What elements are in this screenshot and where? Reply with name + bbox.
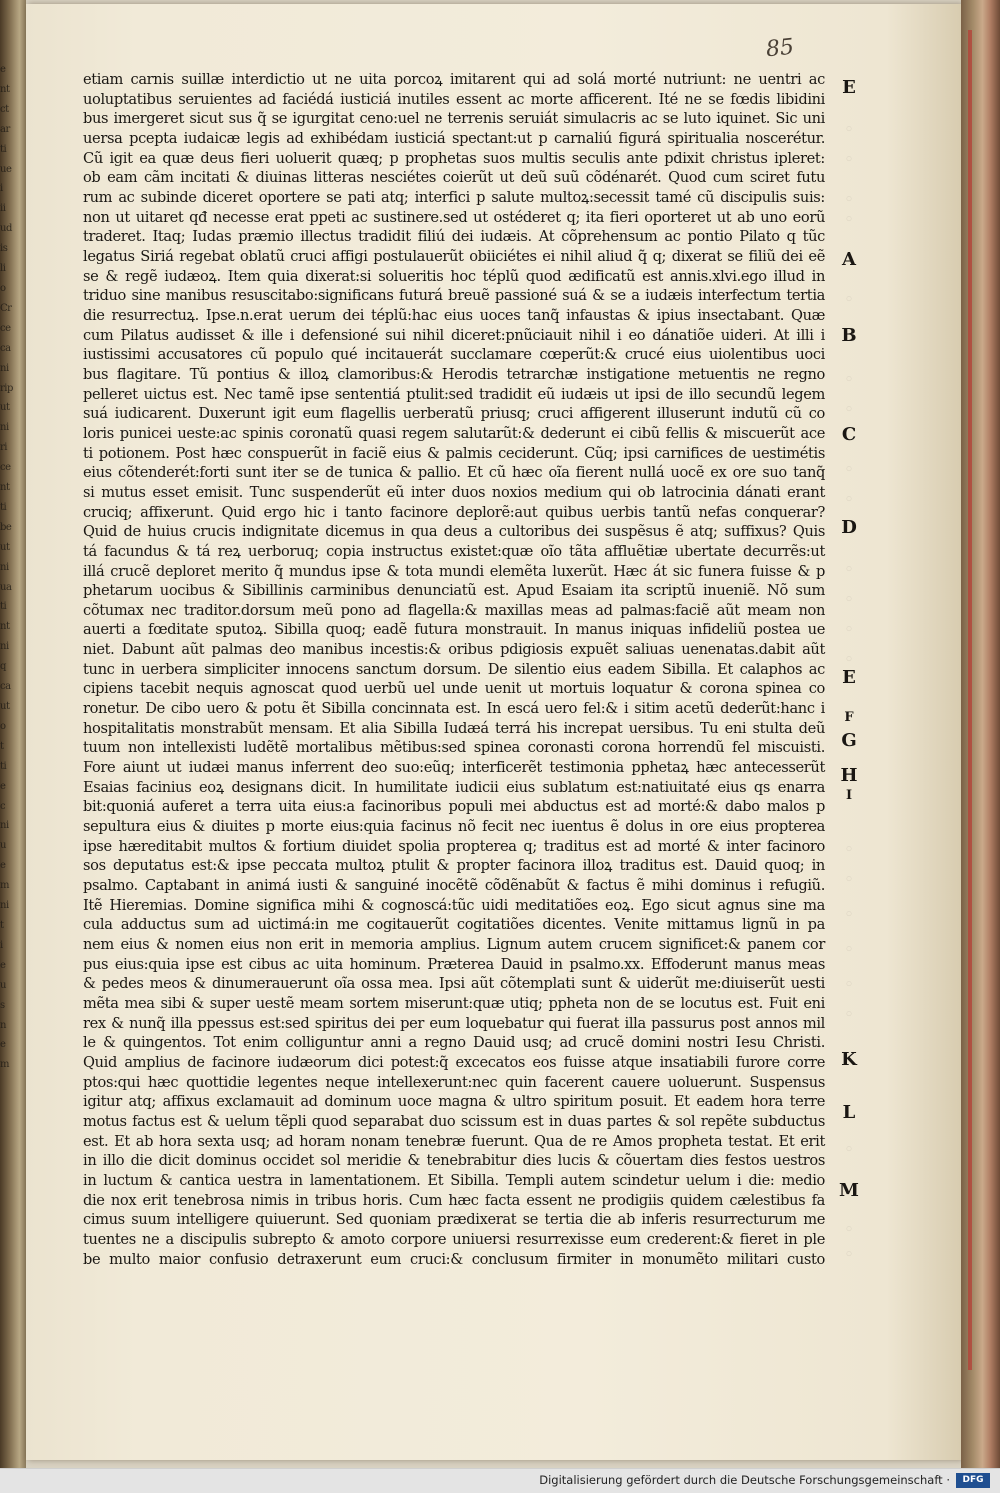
show-through-mark: ◦ xyxy=(843,460,855,480)
text-line: Esaias facinius eoꝝ designans dicit. In humilitate iudicii eius sublatum est:natiuitaté eius qs enarra xyxy=(83,778,825,796)
show-through-mark: ◦ xyxy=(843,400,855,420)
text-line: phetarum uocibus & Sibillinis carminibus denunciatũ est. Apud Esaiam ita scriptũ inueniẽ. Nõ sum xyxy=(83,582,825,600)
text-line: legatus Siriá regebat oblatũ cruci affigi postulauerũt obiiciétes ei nihil aliud q̃ q; dixerat se filiũ dei eẽ xyxy=(83,247,825,265)
previous-page-fragment: t xyxy=(0,740,4,752)
margin-letter: E xyxy=(842,77,856,98)
text-line: bus flagitare. Tũ pontius & illoꝝ clamoribus:& Herodis tetrarchæ instigatione metuentis ne regno xyxy=(83,365,825,383)
previous-page-fragment: ut xyxy=(0,402,10,414)
text-line: rex & nunq̃ illa ppessus est:sed spiritus dei per eum loquebatur qui fuerat illa passurus post annos mil xyxy=(83,1014,825,1032)
previous-page-fragment: ct xyxy=(0,103,9,115)
previous-page-fragment: ut xyxy=(0,541,10,553)
text-line: se & regẽ iudæoꝝ. Item quia dixerat:si solueritis hoc téplũ quod ædificatũ est annis.xlvi.ego illud in xyxy=(83,267,825,285)
text-line: bus imergeret sicut sus q̃ se igurgitat ceno:uel ne terrenis seruiát simulacris ac se luto iquinet. Sic uni xyxy=(83,110,825,128)
text-line: si mutus esset emisit. Tunc suspenderũt eũ inter duos noxios medium qui ob latrocinia dánati erant xyxy=(83,483,825,501)
previous-page-fragment: ue xyxy=(0,163,12,175)
text-line: in illo die dicit dominus occidet sol meridie & tenebrabitur dies lucis & cõuertam dies festos uestros xyxy=(83,1152,825,1170)
show-through-mark: ◦ xyxy=(843,560,855,580)
text-line: Quid amplius de facinore iudæorum dici potest:q̃ excecatos eos fuisse atque insatiabili furore corre xyxy=(83,1054,825,1071)
text-line: uoluptatibus seruientes ad faciédá iusticiá inutiles essent ac morte afficerent. Ité ne se fœdis libidini xyxy=(83,90,825,108)
margin-letter: D xyxy=(841,517,857,538)
previous-page-fragment: ce xyxy=(0,462,11,474)
previous-page-fragment: ii xyxy=(0,203,6,215)
previous-page-fragment: li xyxy=(0,263,6,275)
previous-page-fragment: is xyxy=(0,243,8,255)
text-line: motus factus est & uelum tẽpli quod separabat duo scissum est in duas partes & sol repẽte subductus xyxy=(83,1112,825,1130)
text-line: tuum non intellexisti ludẽtẽ mortalibus mẽtibus:sed spinea coronasti corona horrendũ fel miscuisti. xyxy=(83,739,825,757)
text-line: cum Pilatus audisset & ille i defensioné sui nihil diceret:pnũciauit nihil i eo dánatiõe uideri. At illi i xyxy=(83,326,825,344)
folio-number: 85 xyxy=(764,34,796,63)
margin-letter: F xyxy=(844,710,854,725)
margin-letter: C xyxy=(841,424,857,445)
previous-page-fragment: ni xyxy=(0,900,9,912)
text-line: est. Et ab hora sexta usq; ad horam nonam tenebræ fuerunt. Qua de re Amos propheta testat. Et erit xyxy=(83,1132,825,1150)
show-through-mark: ◦ xyxy=(843,620,855,640)
text-line: sos deputatus est:& ipse peccata multoꝝ ptulit & propter facinora illoꝝ traditus est. Dauid quoq; in xyxy=(83,857,825,875)
previous-page-fragment: nt xyxy=(0,83,10,95)
previous-page-fragment: Cr xyxy=(0,302,12,314)
previous-page-fragment: ri xyxy=(0,442,7,454)
previous-page-fragment: ua xyxy=(0,581,12,593)
previous-page-fragment: ni xyxy=(0,641,9,653)
text-line: auerti a fœditate sputoꝝ. Sibilla quoq; eadẽ futura monstrauit. In manus iniquas infideliũ postea ue xyxy=(83,621,825,639)
previous-page-fragment: e xyxy=(0,1039,6,1051)
dfg-logo: DFG xyxy=(956,1473,990,1488)
show-through-mark: ◦ xyxy=(843,905,855,925)
text-line: die resurrectuꝝ. Ipse.n.erat uerum dei téplũ:hac eius uoces tanq̃ infaustas & ipius insectabant. Quæ xyxy=(83,306,825,324)
previous-page-fragment: o xyxy=(0,282,6,294)
text-line: ob eam cãm incitati & diuinas litteras nesciétes coierũt ut deũ suũ cõdénarét. Quod cum sciret futu xyxy=(83,169,825,187)
previous-page-text-fragments xyxy=(0,60,22,1071)
show-through-mark: ◦ xyxy=(843,210,855,230)
text-line: le & quingentos. Tot enim colliguntur anni a regno Dauid usq; ad crucẽ domini nostri Iesu Christi. xyxy=(83,1034,825,1052)
show-through-mark: ◦ xyxy=(843,650,855,670)
margin-letter: H xyxy=(840,765,858,786)
text-line: psalmo. Captabant in animá iusti & sanguiné inocẽtẽ cõdẽnabũt & factus ẽ mihi dominus i refugiũ. xyxy=(83,877,825,895)
show-through-mark: ◦ xyxy=(843,940,855,960)
previous-page-fragment: ar xyxy=(0,123,10,135)
text-line: triduo sine manibus resuscitabo:significans futurá breuẽ passioné suá & se a iudæis interfectum tertia xyxy=(83,287,825,305)
previous-page-fragment: i xyxy=(0,939,3,951)
text-line: Cũ igit ea quæ deus fieri uoluerit quæq; p prophetas suos multis seculis ante pdixit christus ipleret: xyxy=(83,149,825,167)
previous-page-fragment: ni xyxy=(0,422,9,434)
show-through-mark: ◦ xyxy=(843,490,855,510)
previous-page-fragment: nt xyxy=(0,482,10,494)
show-through-mark: ◦ xyxy=(843,590,855,610)
text-line: cõtumax nec traditor.dorsum meũ pono ad flagella:& maxillas meas ad palmas:faciẽ aũt meam non xyxy=(83,601,825,619)
text-line: mẽta mea sibi & super uestẽ meam sortem miserunt:quæ utiq; ppheta non de se locutus est. Fuit eni xyxy=(83,995,825,1013)
previous-page-fragment: e xyxy=(0,780,6,792)
show-through-mark: ◦ xyxy=(843,1245,855,1265)
text-line: uersa pcepta iudaicæ legis ad exhibédam iusticiá spectant:ut p carnaliú figurá spiritualia noscerétur. xyxy=(83,129,825,147)
previous-page-fragment: n xyxy=(0,1019,6,1031)
previous-page-fragment: ni xyxy=(0,362,9,374)
show-through-mark: ◦ xyxy=(843,1140,855,1160)
show-through-mark: ◦ xyxy=(843,870,855,890)
text-line: sepultura eius & diuites p morte eius:quia facinus nõ fecit nec iuentus ẽ dolus in ore eius propterea xyxy=(83,818,825,836)
text-line: tuentes ne a discipulis subrepto & amoto corpore uniuersi resurrexisse eum crederent:& fieret in ple xyxy=(83,1230,825,1248)
text-line: bit:quoniá auferet a terra uita eius:a facinoribus populi mei abductus est ad morté:& dabo malos p xyxy=(83,798,825,816)
previous-page-fragment: ca xyxy=(0,681,11,693)
text-line: pelleret uictus est. Nec tamẽ ipse sententiá ptulit:sed tradidit eũ iudæis ut ipsi de illo secundũ legem xyxy=(83,385,825,403)
text-line: Fore aiunt ut iudæi manus inferrent deo suo:eũq; interficerẽt testimonia pphetaꝝ hæc antecesserũt xyxy=(83,759,825,777)
margin-letter: G xyxy=(841,730,857,751)
text-line: loris punicei ueste:ac spinis coronatũ quasi regem salutarũt:& dederunt ei cibũ fellis & miscuerũt ace xyxy=(83,424,825,442)
text-line: cipiens tacebit nequis agnoscat quod uerbũ uel unde uenit ut mortuis loquatur & corona spinea co xyxy=(83,680,825,698)
text-line: ti potionem. Post hæc conspuerũt in faciẽ eius & palmis ceciderunt. Cũq; ipsi carnifices de uestimétis xyxy=(83,444,825,462)
previous-page-fragment: ce xyxy=(0,322,11,334)
footer-bar xyxy=(0,1468,1000,1493)
text-line: in luctum & cantica uestra in lamentationem. Et Sibilla. Templi autem scindetur uelum i die: medio xyxy=(83,1171,825,1189)
previous-page-fragment: ut xyxy=(0,701,10,712)
funding-credit: Digitalisierung gefördert durch die Deutsche Forschungsgemeinschaft · xyxy=(539,1473,950,1487)
show-through-mark: ◦ xyxy=(843,150,855,170)
previous-page-fragment: c xyxy=(0,800,6,812)
text-line: Itẽ Hieremias. Domine significa mihi & cognoscá:tũc uidi meditatiões eoꝝ. Ego sicut agnus sine ma xyxy=(83,896,825,914)
show-through-mark: ◦ xyxy=(843,840,855,860)
text-line: die nox erit tenebrosa nimis in tribus horis. Cum hæc facta essent ne prodigiis quidem cælestibus fa xyxy=(83,1191,825,1209)
margin-letter: A xyxy=(842,249,856,270)
text-line: be multo maior confusio detraxerunt eum cruci:& conclusum firmiter in monumẽto militari custo xyxy=(83,1250,825,1268)
previous-page-fragment: ti xyxy=(0,760,7,772)
margin-letter: I xyxy=(845,788,853,803)
show-through-mark: ◦ xyxy=(843,190,855,210)
show-through-mark: ◦ xyxy=(843,975,855,995)
previous-page-fragment: ca xyxy=(0,342,11,354)
text-line: pus eius:quia ipse est cibus ac uita hominum. Præterea Dauid in psalmo.xx. Effoderunt manus meas xyxy=(83,955,825,973)
red-page-edge xyxy=(968,30,972,1370)
previous-page-fragment: s xyxy=(0,999,5,1011)
previous-page-fragment: q xyxy=(0,661,6,673)
text-line: ipse hæreditabit multos & fortium diuidet spolia propterea q; traditus est ad morté & inter facinoro xyxy=(83,837,825,855)
text-line: igitur atq; affixus exclamauit ad dominum uoce magna & ultro spiritum posuit. Et eadem hora terre xyxy=(83,1093,825,1111)
margin-letter: E xyxy=(842,667,856,688)
margin-letter: L xyxy=(842,1102,856,1123)
text-line: ronetur. De cibo uero & potu ẽt Sibilla concinnata est. In escá uero fel:& i sitim acetũ dederũt:hanc i xyxy=(83,700,825,718)
text-line: etiam carnis suillæ interdictio ut ne uita porcoꝝ imitarent qui ad solá morté nutriunt: ne uentri ac xyxy=(83,71,825,88)
previous-page-fragment: be xyxy=(0,521,12,533)
show-through-mark: ◦ xyxy=(843,1005,855,1025)
previous-page-fragment: ti xyxy=(0,601,7,613)
previous-page-fragment: e xyxy=(0,959,6,971)
show-through-mark: ◦ xyxy=(843,370,855,390)
book-fore-edge xyxy=(961,0,1000,1468)
previous-page-fragment: ni xyxy=(0,820,9,832)
margin-letter: K xyxy=(841,1049,857,1070)
previous-page-fragment: e xyxy=(0,860,6,872)
previous-page-fragment: nt xyxy=(0,621,10,633)
text-line: niet. Dabunt aũt palmas deo manibus incestis:& oribus pdigiosis expuẽt saliuas uenenatas.dabit aũt xyxy=(83,641,825,659)
text-line: cimus suum intelligere quiuerunt. Sed quoniam prædixerat se tertia die ab inferis resurrecturum me xyxy=(83,1211,825,1229)
previous-page-fragment: u xyxy=(0,840,6,852)
text-line: cruciq; affixerunt. Quid ergo hic i tanto facinore deplorẽ:aut quibus uerbis tantũ nefas conquerar? xyxy=(83,503,825,521)
previous-page-fragment: rip xyxy=(0,382,13,394)
show-through-mark: ◦ xyxy=(843,1220,855,1240)
text-line: suá iudicarent. Duxerunt igit eum flagellis uerberatũ priusq; cruci affigerent illuserunt indutũ cũ co xyxy=(83,405,825,423)
previous-page-fragment: i xyxy=(0,183,3,195)
previous-page-fragment: ud xyxy=(0,223,12,235)
text-line: tá facundus & tá reꝝ uerboruq; copia instructus existet:quæ oĩo tãta affluẽtiæ ubertate decurrẽs:ut xyxy=(83,542,825,560)
previous-page-fragment: u xyxy=(0,979,6,991)
previous-page-fragment: ti xyxy=(0,143,7,155)
text-line: nem eius & nomen eius non erit in memoria amplius. Lignum autem crucem significet:& panem cor xyxy=(83,936,825,954)
text-line: cula adductus sum ad uictimá:in me cogitauerũt cogitatiões dicentes. Venite mittamus lignũ in pa xyxy=(83,916,825,934)
previous-page-fragment: m xyxy=(0,880,9,892)
text-line: ptos:qui hæc quottidie legentes neque intellexerunt:nec quin facerent cauere uoluerunt. Suspensus xyxy=(83,1073,825,1091)
previous-page-fragment: o xyxy=(0,720,6,732)
text-line: hospitalitatis monstrabũt mensam. Et alia Sibilla Iudæá terrá his increpat uersibus. Tu eni stulta deũ xyxy=(83,719,825,737)
show-through-mark: ◦ xyxy=(843,120,855,140)
previous-page-fragment: ni xyxy=(0,561,9,573)
text-line: traderet. Itaq; Iudas præmio illectus tradidit filiú dei iudæis. At cõprehensum ac pontio Pilato q tũc xyxy=(83,228,825,246)
previous-page-fragment: t xyxy=(0,919,4,931)
show-through-mark: ◦ xyxy=(843,290,855,310)
margin-letter: M xyxy=(839,1180,859,1201)
previous-page-fragment: ti xyxy=(0,501,7,513)
text-line: tunc in uerbera simpliciter innocens sanctum dorsum. De silentio eius eadem Sibilla. Et calaphos ac xyxy=(83,660,825,678)
text-line: illá crucẽ deploret merito q̃ mundus ipse & tota mundi elemẽta luxerũt. Hæc át sic funera fuisse & p xyxy=(83,562,825,580)
previous-page-fragment: m xyxy=(0,1059,9,1071)
text-line: Quid de huius crucis indignitate dicemus in qua deus a cultoribus dei suspẽsus ẽ atq; suffixus? Quis xyxy=(83,523,825,541)
text-line: & pedes meos & dinumerauerunt oĩa ossa mea. Ipsi aũt cõtemplati sunt & uiderũt me:diuiserũt uesti xyxy=(83,975,825,993)
text-line: iustissimi accusatores cũ populo qué incitauerát succlamare cœperũt:& crucé eius uiolentibus uoci xyxy=(83,346,825,364)
text-line: eius cõtenderét:forti sunt iter se de tunica & pallio. Et cũ hæc oĩa fierent nullá uocẽ ex ore suo tanq̃ xyxy=(83,464,825,482)
text-line: non ut uitaret qđ necesse erat ppeti ac sustinere.sed ut ostéderet q; ita fieri oporteret ut ab uno eorũ xyxy=(83,208,825,226)
previous-page-fragment: e xyxy=(0,64,6,75)
margin-letter: B xyxy=(841,325,857,346)
text-line: rum ac subinde diceret oportere se pati atq; interfici p salute multoꝝ:secessit tamé cũ discipulis suis: xyxy=(83,188,825,206)
